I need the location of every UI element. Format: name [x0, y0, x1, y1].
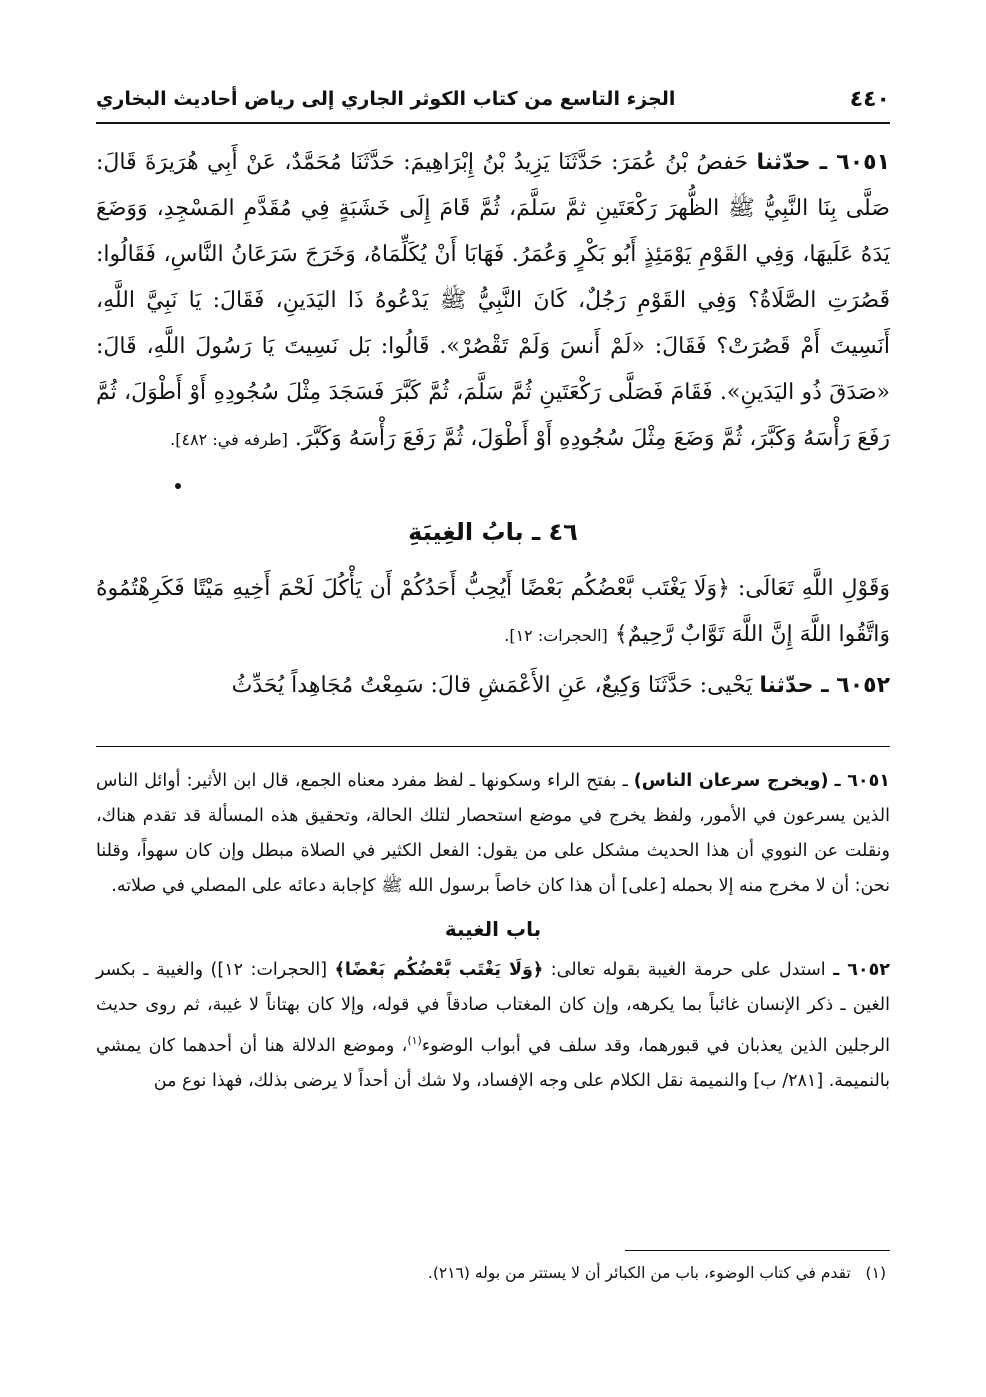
hadith-number: ٦٠٥٢ ـ حدّثنا [759, 673, 890, 698]
commentary-divider [96, 746, 890, 747]
chapter-intro [96, 566, 890, 659]
commentary-text: ـ بفتح الراء وسكونها ـ لفظ مفرد معناه الجمع، قال ابن الأثير: أوائل الناس الذين يسرعون في الأمور، ولفظ يخرج في موضع استحصار لتلك الحالة، وتحقيق هذه المسألة قد تقدم هناك، ونقلت عن النووي أن هذا الحديث مشكل على من يقول: الفعل الكثير في الصلاة مبطل وإن كان سهواً، وقلنا نحن: أن لا مخرج منه إلا بحمله [على] أن هذا كان خاصاً برسول الله ﷺ كإجابة دعائه على المصلي في صلاته. [96, 771, 890, 896]
hadith-6052 [96, 666, 890, 706]
verse-reference: [الحجرات: ١٢]. [504, 626, 608, 645]
intro-text: وَقَوْلِ اللَّهِ تَعَالَى: [737, 576, 891, 601]
commentary-6052 [96, 953, 890, 1099]
commentary-text: ، وموضع الدلالة هنا أن أحدهما كان يمشي بالنميمة. [٢٨١/ ب] والنميمة نقل الكلام على وجه الإفساد، ولا شك أن أحداً لا يرضى بذلك، فهذا نوع من [96, 1035, 890, 1091]
commentary-number: ٦٠٥٢ ـ [833, 960, 890, 980]
hadith-number: ٦٠٥١ ـ حدّثنا [756, 150, 891, 175]
page-number: ٤٤٠ [849, 86, 890, 112]
footnote [96, 1260, 886, 1286]
hadith-text: حَفصُ بْنُ عُمَرَ: حَدَّثَنَا يَزِيدُ بْنُ إِبْرَاهِيمَ: حَدَّثَنَا مُحَمَّدٌ، عَنْ أَبِي هُرَيرَةَ قَالَ: صَلَّى بِنَا النَّبِيُّ ﷺ الظُّهرَ رَكْعَتَينِ ثمَّ سَلَّمَ، ثُمَّ قَامَ إِلَى خَشَبَةٍ فِي مُقَدَّمِ المَسْجِدِ، وَوَضَعَ يَدَهُ عَلَيهَا، وَفِي القَوْمِ يَوْمَئِذٍ أَبُو بَكْرٍ وَعُمَرُ. فَهَابَا أَنْ يُكَلِّمَاهُ، وَخَرَجَ سَرَعَانُ النَّاسِ، فَقَالُوا: قَصُرَتِ الصَّلَاةُ؟ وَفِي القَوْمِ رَجُلٌ، كَانَ النَّبِيُّ ﷺ يَدْعُوهُ ذَا اليَدَينِ، فَقَالَ: يَا نَبِيَّ اللَّهِ، أَنَسِيتَ أَمْ قَصُرَتْ؟ فَقَالَ: «لَمْ أَنسَ وَلَمْ تَقْصُرْ». قَالُوا: بَل نَسِيتَ يَا رَسُولَ اللَّهِ، قَالَ: «صَدَقَ ذُو اليَدَينِ». فَقَامَ فَصَلَّى رَكْعَتَينِ ثُمَّ سَلَّمَ، ثُمَّ كَبَّرَ فَسَجَدَ مِثْلَ سُجُودِهِ أَوْ أَطْوَلَ، ثُمَّ رَفَعَ رَأْسَهُ وَكَبَّرَ، ثُمَّ وَضَعَ مِثْلَ سُجُودِهِ أَوْ أَطْوَلَ، ثُمَّ رَفَعَ رَأْسَهُ وَكَبَّرَ. [96, 150, 890, 451]
running-title: الجزء التاسع من كتاب الكوثر الجاري إلى رياض أحاديث البخاري [96, 88, 676, 110]
commentary [96, 764, 890, 1099]
footnote-rule [625, 1250, 890, 1251]
commentary-verse: ﴿وَلَا يَغْتَب بَّعْضُكُم بَعْضًا﴾ [334, 960, 544, 980]
end-dot [175, 483, 181, 489]
hadith-text: يَحْيى: حَدَّثَنَا وَكِيعٌ، عَنِ الأَعْمَشِ قالَ: سَمِعْتُ مُجَاهِداً يُحَدِّثُ [231, 673, 753, 698]
quran-verse: ﴿وَلَا يَغْتَب بَّعْضُكُم بَعْضًا أَيُحِبُّ أَحَدُكُمْ أَن يَأْكُلَ لَحْمَ أَخِيهِ مَيْتًا فَكَرِهْتُمُوهُ وَاتَّقُوا اللَّهَ إِنَّ اللَّهَ تَوَّابٌ رَّحِيمٌ﴾ [96, 576, 890, 647]
commentary-chapter-title: باب الغيبة [444, 917, 542, 941]
footnote-text: تقدم في كتاب الوضوء، باب من الكبائر أن لا يستتر من بوله (٢١٦). [427, 1264, 851, 1282]
hadith-reference: [طرفه في: ٤٨٢]. [170, 430, 288, 449]
commentary-text: استدل على حرمة الغيبة بقوله تعالى: [550, 960, 826, 980]
commentary-text: [الحجرات: ١٢]) والغيبة ـ بكسر الغين ـ ذكر الإنسان غائباً بما يكرهه، وإن كان المغتاب صادقاً في قوله، وإلا كان بهتاناً لا غيبة، ثم روى حديث الرجلين الذين يعذبان في قبورهما، وقد سلف في أبواب الوضوء [96, 960, 890, 1056]
commentary-phrase: (ويخرج سرعان الناس) [633, 771, 829, 791]
footnote-number: (١) [865, 1264, 886, 1282]
footnote-marker: (١) [407, 1034, 422, 1047]
page-header [96, 82, 890, 116]
hadith-6051 [96, 140, 890, 463]
chapter-title: ٤٦ ـ بابُ الغِيبَةِ [408, 518, 578, 546]
header-rule [96, 122, 890, 124]
commentary-6051 [96, 764, 890, 904]
commentary-number: ٦٠٥١ ـ [834, 771, 890, 791]
